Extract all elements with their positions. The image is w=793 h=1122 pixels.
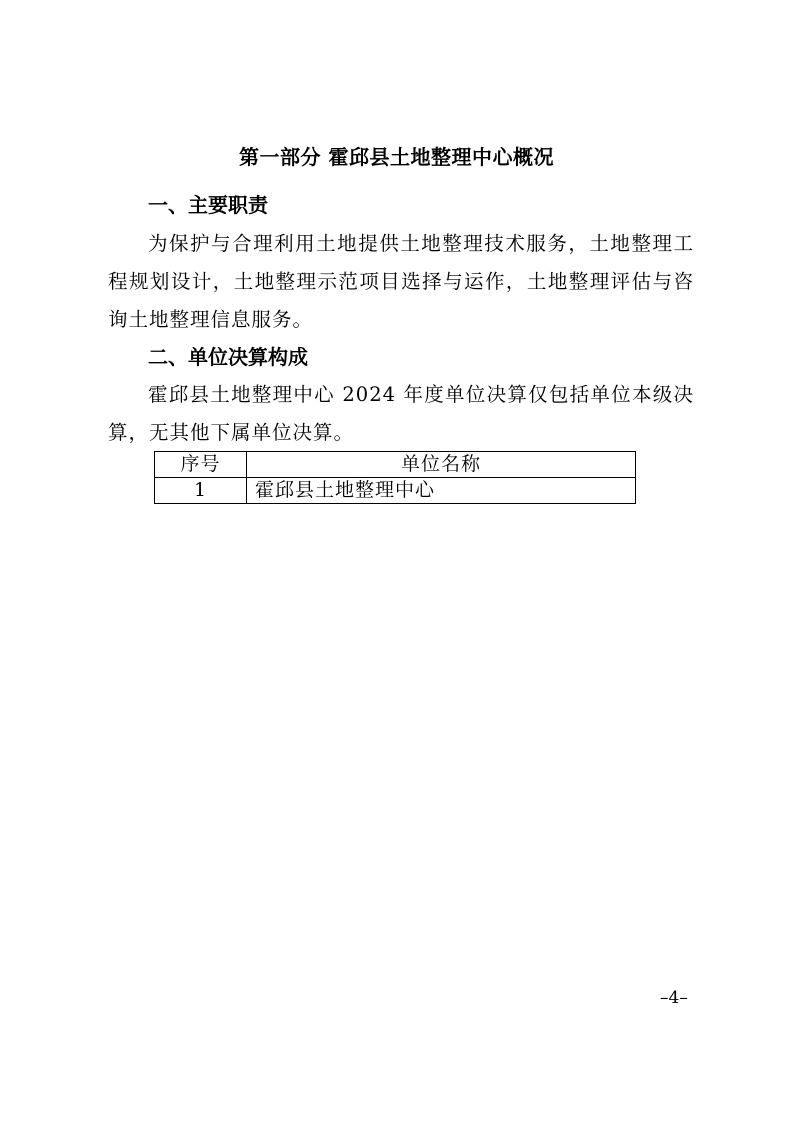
header-unit-name: 单位名称 xyxy=(247,452,636,478)
duties-paragraph: 为保护与合理利用土地提供土地整理技术服务，土地整理工程规划设计，土地整理示范项目选择与运作，土地整理评估与咨询土地整理信息服务。 xyxy=(108,232,694,331)
table-row xyxy=(155,478,636,504)
page-number: –4– xyxy=(660,988,688,1008)
composition-paragraph: 霍邱县土地整理中心 2024 年度单位决算仅包括单位本级决算，无其他下属单位决算。 xyxy=(108,383,694,444)
page-title: 第一部分 霍邱县土地整理中心概况 xyxy=(239,145,554,169)
cell-unit-name: 霍邱县土地整理中心 xyxy=(247,478,636,504)
cell-serial-number: 1 xyxy=(155,478,247,504)
header-serial-number: 序号 xyxy=(155,452,247,478)
unit-table xyxy=(154,451,636,504)
section-heading-duties: 一、主要职责 xyxy=(148,193,268,217)
table-header-row xyxy=(155,452,636,478)
section-heading-composition: 二、单位决算构成 xyxy=(148,345,308,369)
